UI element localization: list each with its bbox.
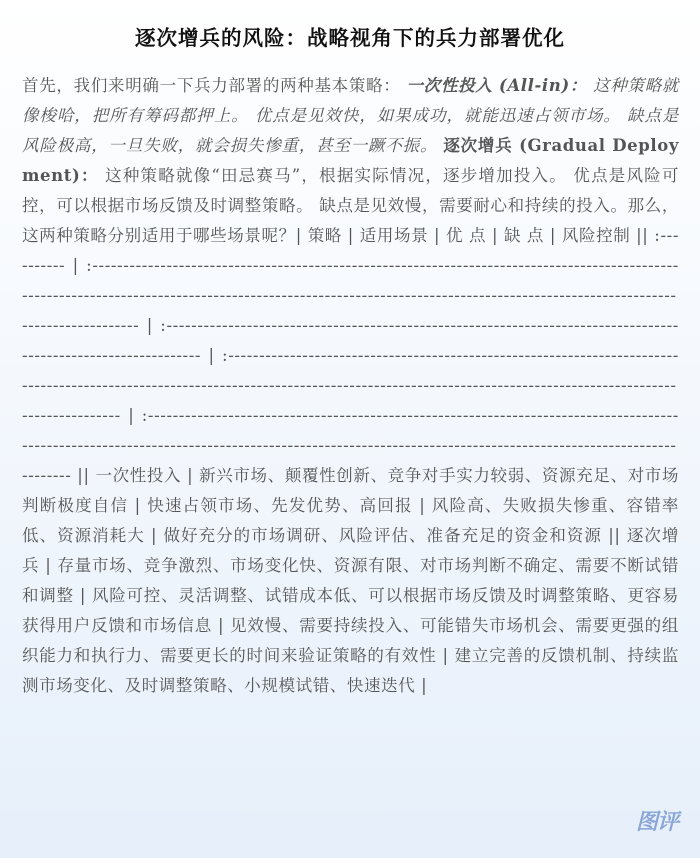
allin-description: 这种策略就像梭哈，把所有筹码都押上。: [22, 76, 679, 125]
gradual-cons: 缺点是见效慢，需要耐心和持续的投入。: [319, 196, 628, 215]
question-text: 那么，这两种策略分别适用于哪些场景呢？: [22, 196, 679, 245]
gradual-pros: 优点是风险可控，可以根据市场反馈及时调整策略。: [22, 166, 679, 215]
gradual-description: 这种策略就像“田忌赛马”，根据实际情况，逐步增加投入。: [105, 166, 567, 185]
article-body: [22, 71, 679, 701]
gradual-label: 逐次增兵 (Gradual Deployment)：: [22, 136, 680, 185]
watermark-logo: 图评: [635, 810, 678, 835]
intro-text: 首先，我们来明确一下兵力部署的两种基本策略：: [22, 76, 401, 95]
allin-cons: 缺点是风险极高，一旦失败，就会损失惨重，甚至一蹶不振。: [22, 106, 679, 155]
allin-pros: 优点是见效快，如果成功，就能迅速占领市场。: [254, 106, 621, 125]
markdown-table-raw: | 策略 | 适用场景 | 优 点 | 缺 点 | 风险控制 || :---------- | :---------------------------------------------------------------------------------------------------------------------------------------------------------------------------------------------------------------------------- | :---------------------------------------------------------------------------------------------------------------- | :--------------------------------------------------------------------------------------------------------------------------------------------------------------------------------------------------- | :-------------------------------------------------------------------------------------------------------------------------------------------------------------------------------------------------------- || 一次性投入 | 新兴市场、颠覆性创新、竞争对手实力较弱、资源充足、对市场判断极度自信 | 快速占领市场、先发优势、高回报 | 风险高、失败损失惨重、容错率低、资源消耗大 | 做好充分的市场调研、风险评估、准备充足的资金和资源 || 逐次增兵 | 存量市场、竞争激烈、市场变化快、资源有限、对市场判断不确定、需要不断试错和调整 | 风险可控、灵活调整、试错成本低、可以根据市场反馈及时调整策略、更容易获得用户反馈和市场信息 | 见效慢、需要持续投入、可能错失市场机会、需要更强的组织能力和执行力、需要更长的时间来验证策略的有效性 | 建立完善的反馈机制、持续监测市场变化、及时调整策略、小规模试错、快速迭代 |: [22, 226, 679, 695]
allin-label: 一次性投入 (All-in)：: [406, 76, 588, 95]
page-title: 逐次增兵的风险：战略视角下的兵力部署优化: [135, 26, 565, 50]
